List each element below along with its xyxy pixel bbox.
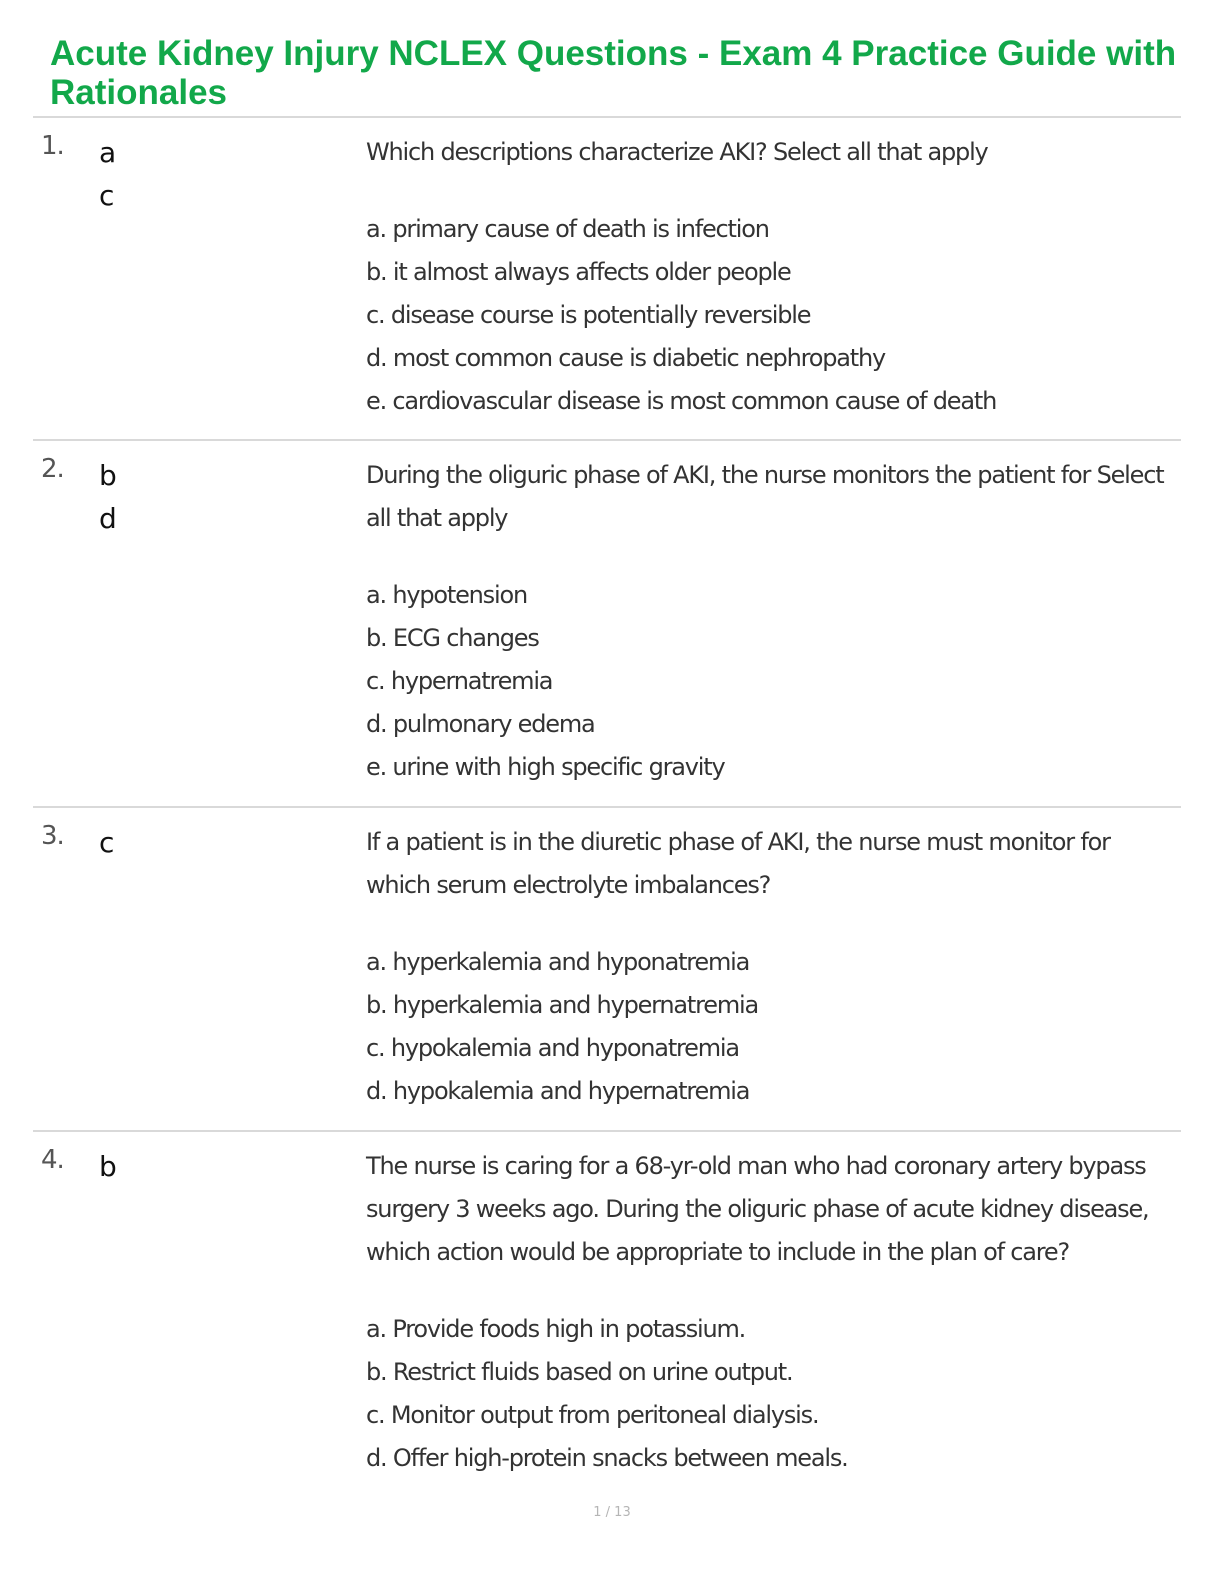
option-item: b. hyperkalemia and hypernatremia xyxy=(366,991,759,1019)
page-indicator: 1 / 13 xyxy=(593,1505,631,1520)
question-number: 1. xyxy=(41,131,64,161)
option-item: a. hyperkalemia and hyponatremia xyxy=(366,948,750,976)
question-body xyxy=(366,821,1174,1113)
option-item: a. hypotension xyxy=(366,581,527,609)
option-item: a. Provide foods high in potassium. xyxy=(366,1315,746,1343)
question-text: Which descriptions characterize AKI? Select all that apply xyxy=(366,138,988,166)
question-text: The nurse is caring for a 68-yr-old man who had coronary artery bypass surgery 3 weeks ago. During the oliguric phase of acute kidney disease, which action would be appropriate to include in the plan of care? xyxy=(366,1152,1149,1266)
question-number: 3. xyxy=(41,821,64,851)
answer-letter: d xyxy=(99,502,117,535)
option-item: e. urine with high specific gravity xyxy=(366,753,725,781)
option-item: b. ECG changes xyxy=(366,624,539,652)
divider xyxy=(33,806,1181,808)
divider xyxy=(33,439,1181,441)
option-item: b. it almost always affects older people xyxy=(366,258,791,286)
answer-letter: a xyxy=(99,136,117,169)
option-item: d. Offer high-protein snacks between meals. xyxy=(366,1444,848,1472)
answer-key xyxy=(99,454,117,540)
answer-key xyxy=(99,821,114,864)
question-text: During the oliguric phase of AKI, the nurse monitors the patient for Select all that apply xyxy=(366,461,1164,532)
option-list xyxy=(366,574,1174,789)
answer-key xyxy=(99,131,116,217)
answer-key xyxy=(99,1145,117,1188)
document-title: Acute Kidney Injury NCLEX Questions - Exam 4 Practice Guide with Rationales xyxy=(50,34,1177,112)
option-list xyxy=(366,1308,1174,1480)
option-item: b. Restrict fluids based on urine output. xyxy=(366,1358,793,1386)
answer-letter: b xyxy=(99,1150,117,1183)
answer-letter: c xyxy=(99,179,115,212)
divider xyxy=(33,1130,1181,1132)
option-item: e. cardiovascular disease is most common cause of death xyxy=(366,387,997,415)
option-item: c. hypokalemia and hyponatremia xyxy=(366,1034,739,1062)
answer-letter: c xyxy=(99,826,115,859)
question-body xyxy=(366,131,1174,423)
option-item: c. disease course is potentially reversible xyxy=(366,301,811,329)
question-text: If a patient is in the diuretic phase of AKI, the nurse must monitor for which serum electrolyte imbalances? xyxy=(366,828,1110,899)
option-item: c. Monitor output from peritoneal dialysis. xyxy=(366,1401,819,1429)
option-item: d. most common cause is diabetic nephropathy xyxy=(366,344,885,372)
question-body xyxy=(366,1145,1174,1480)
option-item: c. hypernatremia xyxy=(366,667,553,695)
option-item: d. pulmonary edema xyxy=(366,710,595,738)
answer-letter: b xyxy=(99,459,117,492)
option-item: a. primary cause of death is infection xyxy=(366,215,769,243)
question-number: 4. xyxy=(41,1145,64,1175)
question-body xyxy=(366,454,1174,789)
option-list xyxy=(366,208,1174,423)
divider xyxy=(33,116,1181,118)
option-item: d. hypokalemia and hypernatremia xyxy=(366,1077,750,1105)
option-list xyxy=(366,941,1174,1113)
question-number: 2. xyxy=(41,454,64,484)
